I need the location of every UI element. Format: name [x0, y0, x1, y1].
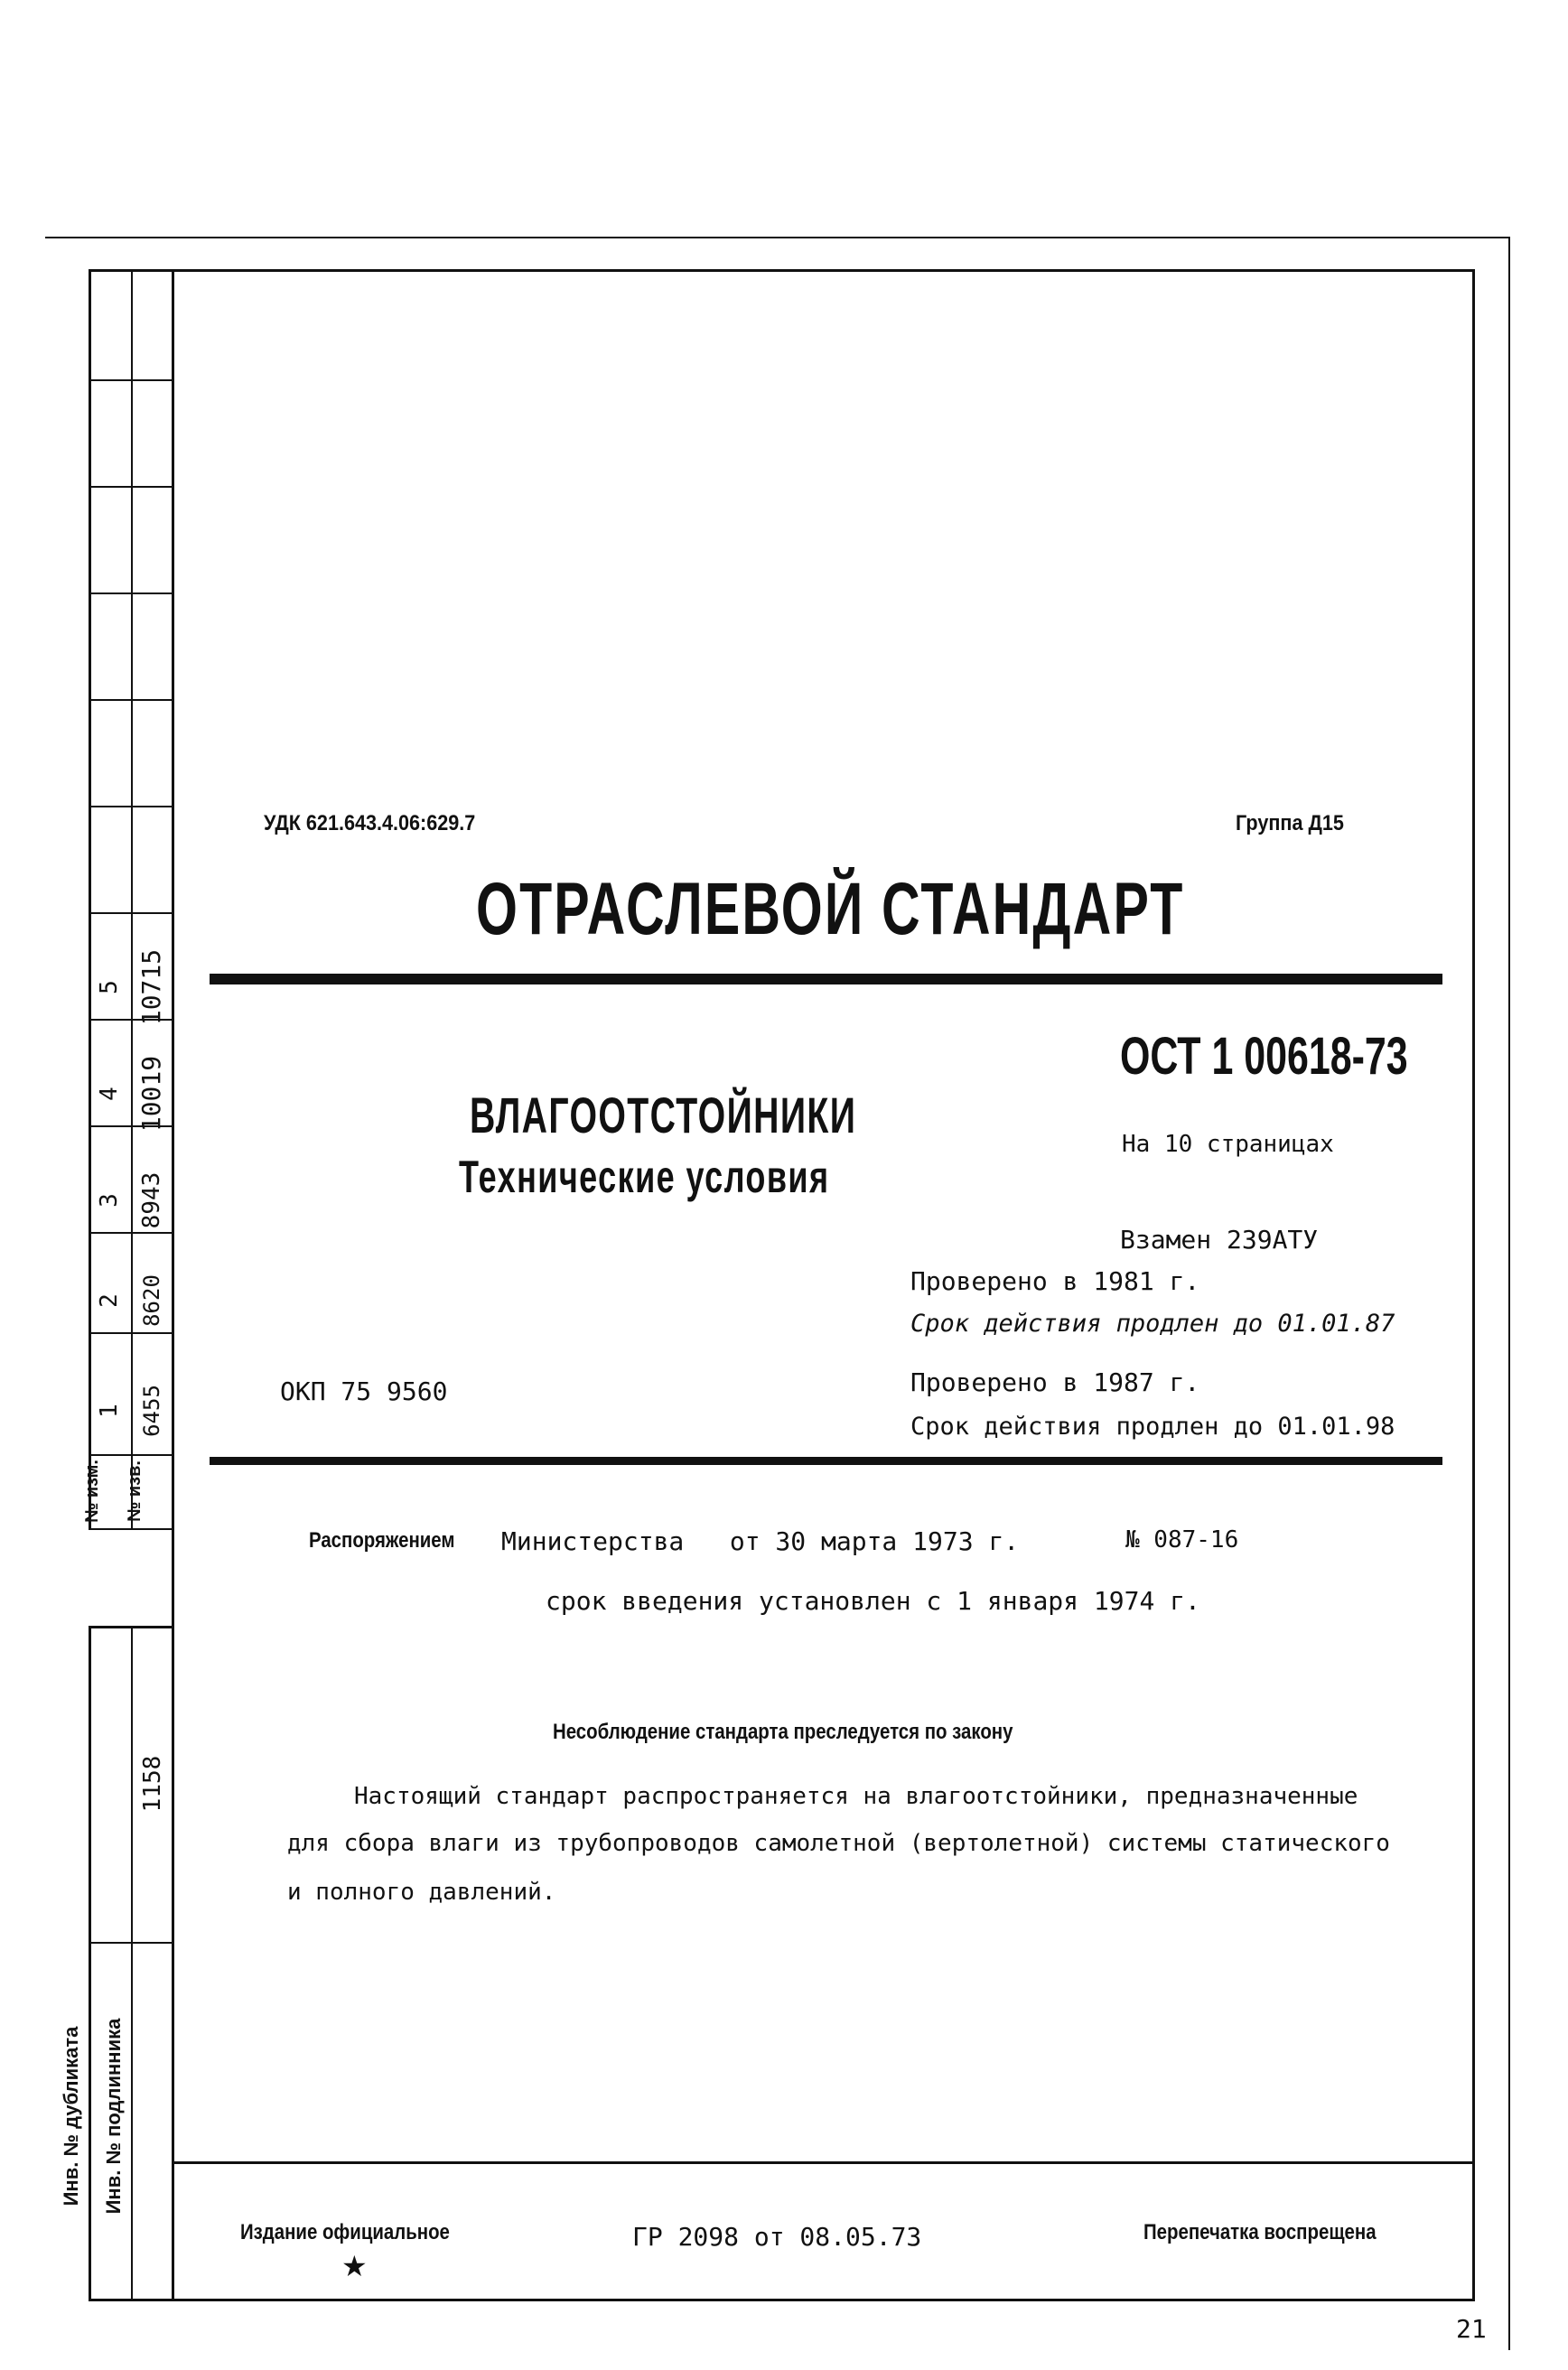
- right-outer-edge: [1508, 237, 1510, 2350]
- checked-1981: Проверено в 1981 г.: [910, 1266, 1200, 1296]
- inv-podl-label: Инв. № подлинника: [102, 2018, 125, 2215]
- frame-right-border: [1472, 269, 1475, 2301]
- order-label: Распоряжением: [309, 1528, 455, 1553]
- pages-count: На 10 страницах: [1122, 1131, 1334, 1158]
- change-izv-4: 10019: [136, 1055, 166, 1133]
- registration-number: ГР 2098 от 08.05.73: [632, 2222, 922, 2252]
- standard-code: ОСТ 1 00618-73: [1120, 1027, 1408, 1086]
- order-text: Министерства от 30 марта 1973 г.: [501, 1526, 1020, 1556]
- product-name: ВЛАГООТСТОЙНИКИ: [470, 1087, 857, 1143]
- footer-separator-line: [172, 2161, 1475, 2164]
- official-edition: Издание официальное: [240, 2220, 450, 2244]
- scope-line-3: и полного давлений.: [287, 1879, 556, 1906]
- okp-code: ОКП 75 9560: [280, 1376, 448, 1406]
- title-rule-top: [210, 974, 1442, 984]
- document-title: ОТРАСЛЕВОЙ СТАНДАРТ: [476, 868, 1185, 950]
- inv-podl-value: 1158: [139, 1755, 166, 1813]
- extended-1987: Срок действия продлен до 01.01.87: [910, 1310, 1395, 1338]
- change-izv-2: 8620: [139, 1274, 164, 1327]
- udk-code: УДК 621.643.4.06:629.7: [264, 811, 476, 835]
- order-number: № 087-16: [1125, 1526, 1239, 1554]
- title-rule-bottom: [210, 1457, 1442, 1465]
- change-izv-5: 10715: [136, 948, 166, 1026]
- frame-top-border: [89, 269, 1475, 272]
- scope-line-1: Настоящий стандарт распространяется на влагоотстойники, предназначенные: [354, 1783, 1358, 1810]
- group-code: Группа Д15: [1236, 811, 1344, 835]
- effective-date: срок введения установлен с 1 января 1974 г.: [546, 1586, 1200, 1616]
- header-izm: № изм.: [82, 1460, 102, 1523]
- inv-dub-label: Инв. № дубликата: [60, 2026, 82, 2207]
- product-subtitle: Технические условия: [459, 1152, 830, 1202]
- frame-bottom-border: [89, 2299, 1475, 2301]
- change-izm-1: 1: [96, 1404, 123, 1418]
- change-izm-5: 5: [96, 980, 123, 994]
- header-izv: № изв.: [125, 1460, 145, 1522]
- change-izm-3: 3: [96, 1193, 123, 1208]
- change-izm-2: 2: [96, 1293, 123, 1308]
- legal-warning: Несоблюдение стандарта преследуется по закону: [553, 1720, 1013, 1744]
- scope-line-2: для сбора влаги из трубопроводов самолетной (вертолетной) системы статического: [287, 1830, 1390, 1857]
- checked-1987: Проверено в 1987 г.: [910, 1367, 1200, 1397]
- extended-1998: Срок действия продлен до 01.01.98: [910, 1413, 1395, 1441]
- star-icon: ★: [341, 2249, 368, 2283]
- page-number: 21: [1456, 2314, 1487, 2344]
- top-edge-line: [45, 237, 1508, 238]
- replaces-note: Взамен 239АТУ: [1120, 1225, 1319, 1255]
- change-izv-3: 8943: [138, 1171, 165, 1229]
- reprint-prohibited: Перепечатка воспрещена: [1143, 2220, 1377, 2244]
- change-izm-4: 4: [96, 1087, 123, 1101]
- change-izv-1: 6455: [139, 1385, 164, 1437]
